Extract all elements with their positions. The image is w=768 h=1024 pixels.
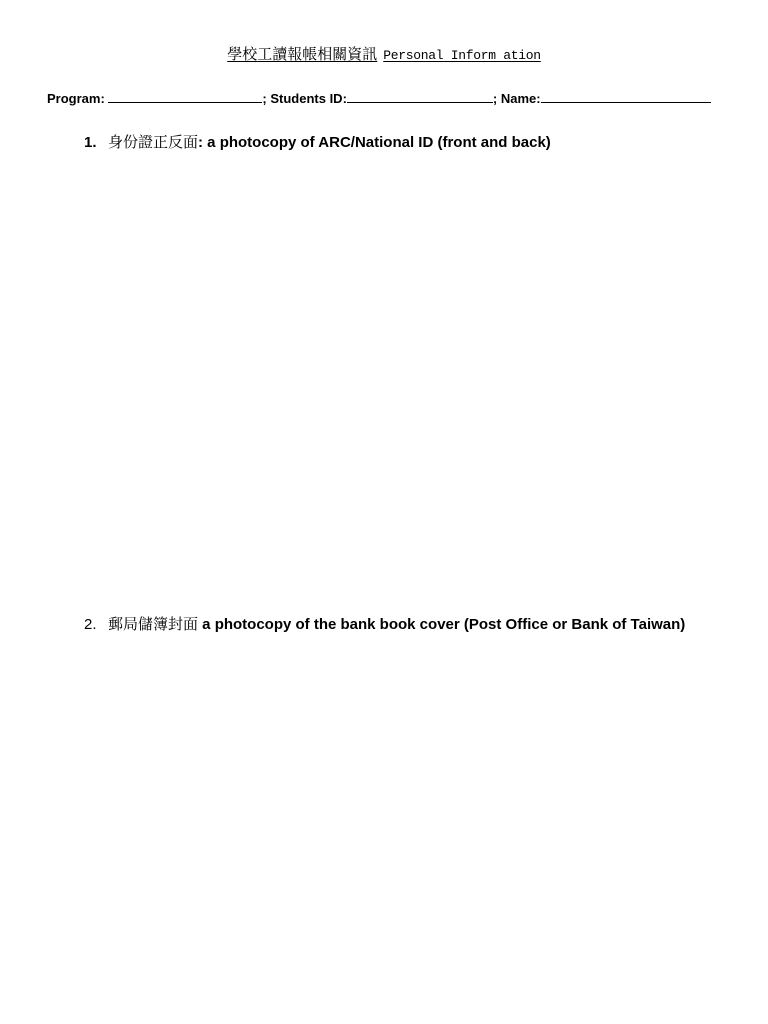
item-number: 2. [84, 616, 97, 633]
item-label-english: : a photocopy of ARC/National ID (front and back) [198, 134, 551, 151]
program-blank [108, 90, 262, 103]
item-bank-book-photocopy [84, 614, 685, 635]
title-chinese: 學校工讀報帳相關資訊 [227, 45, 378, 63]
item-arc-id-photocopy [84, 132, 551, 153]
item-label-english: a photocopy of the bank book cover (Post Office or Bank of Taiwan) [198, 616, 686, 633]
name-blank [541, 90, 711, 103]
document-title [0, 44, 768, 66]
item-label-chinese: 身份證正反面 [108, 133, 199, 151]
name-label: ; Name: [492, 91, 541, 106]
item-number: 1. [84, 134, 97, 151]
program-label: Program: [47, 91, 109, 106]
title-english: Personal Inform ation [383, 48, 541, 63]
item-label-chinese: 郵局儲簿封面 [108, 615, 199, 633]
students-id-label: ; Students ID: [262, 91, 347, 106]
students-id-blank [347, 90, 493, 103]
student-info-line [47, 90, 747, 108]
